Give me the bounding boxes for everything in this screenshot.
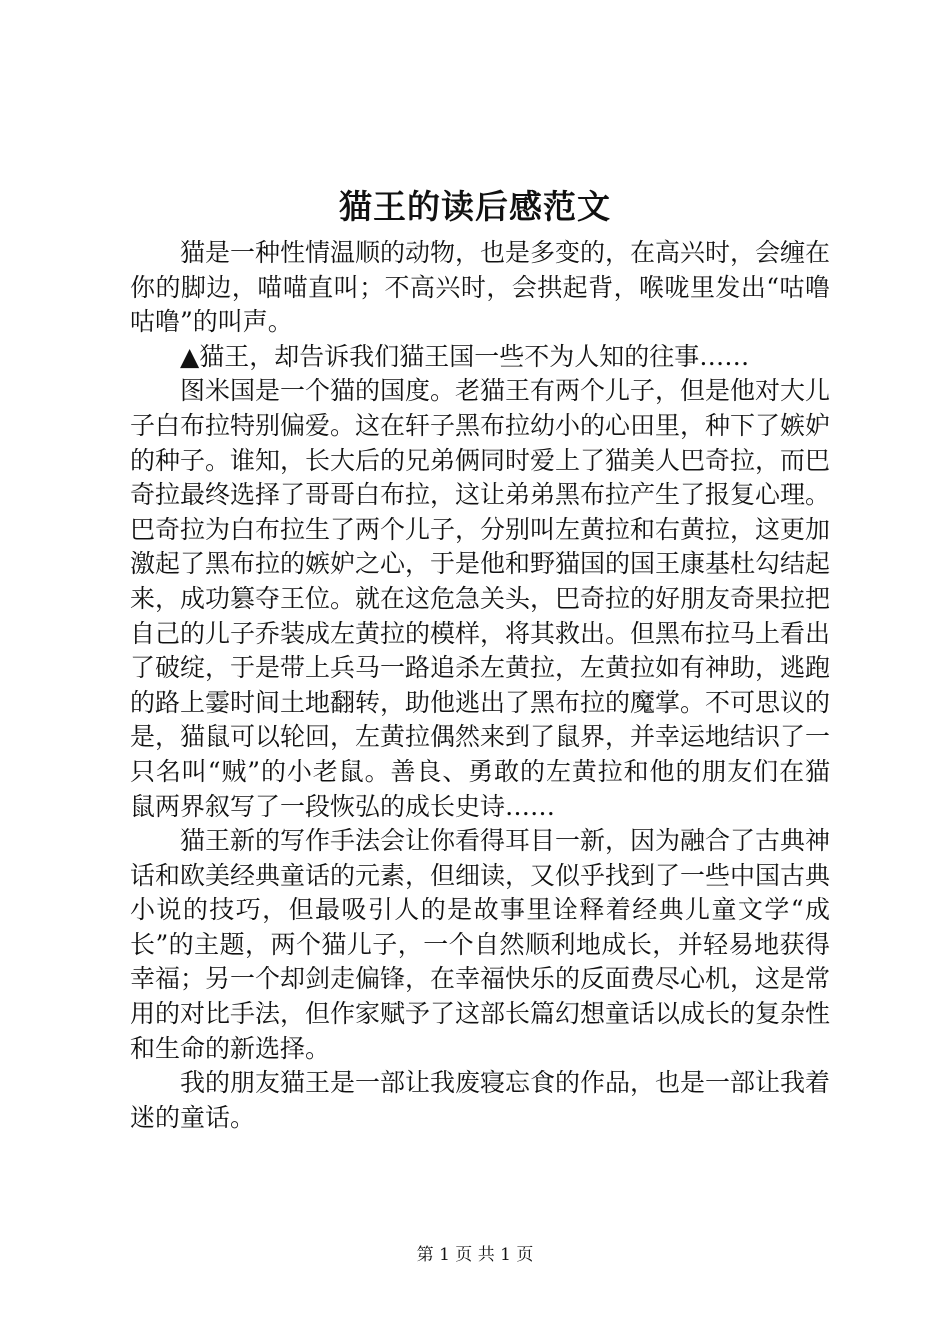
page-footer: 第 1 页 共 1 页 [416, 1245, 534, 1265]
document-body [130, 236, 830, 1135]
paragraph-conclusion: 我的朋友猫王是一部让我废寝忘食的作品，也是一部让我着迷的童话。 [130, 1068, 831, 1132]
document-title: 猫王的读后感范文 [339, 187, 611, 226]
paragraph-intro: 猫是一种性情温顺的动物，也是多变的，在高兴时，会缠在你的脚边，喵喵直叫；不高兴时，会拱起背，喉咙里发出“咕噜咕噜”的叫声。 [130, 238, 831, 337]
paragraph-plot: 图米国是一个猫的国度。老猫王有两个儿子，但是他对大儿子白布拉特别偏爱。这在轩子黑布拉幼小的心田里，种下了嫉妒的种子。谁知，长大后的兄弟俩同时爱上了猫美人巴奇拉，而巴奇拉最终选择了哥哥白布拉，这让弟弟黑布拉产生了报复心理。巴奇拉为白布拉生了两个儿子，分别叫左黄拉和右黄拉，这更加激起了黑布拉的嫉妒之心，于是他和野猫国的国王康基杜勾结起来，成功篡夺王位。就在这危急关头，巴奇拉的好朋友奇果拉把自己的儿子乔装成左黄拉的模样，将其救出。但黑布拉马上看出了破绽，于是带上兵马一路追杀左黄拉，左黄拉如有神助，逃跑的路上霎时间土地翻转，助他逃出了黑布拉的魔掌。不可思议的是，猫鼠可以轮回，左黄拉偶然来到了鼠界，并幸运地结识了一只名叫“贼”的小老鼠。善良、勇敢的左黄拉和他的朋友们在猫鼠两界叙写了一段恢弘的成长史诗…… [130, 376, 831, 821]
paragraph-teaser: ▲猫王，却告诉我们猫王国一些不为人知的往事…… [180, 341, 750, 371]
paragraph-analysis: 猫王新的写作手法会让你看得耳目一新，因为融合了古典神话和欧美经典童话的元素，但细读，又似乎找到了一些中国古典小说的技巧，但最吸引人的是故事里诠释着经典儿童文学“成长”的主题，两个猫儿子，一个自然顺利地成长，并轻易地获得幸福；另一个却剑走偏锋，在幸福快乐的反面费尽心机，这是常用的对比手法，但作家赋予了这部长篇幻想童话以成长的复杂性和生命的新选择。 [130, 826, 831, 1063]
